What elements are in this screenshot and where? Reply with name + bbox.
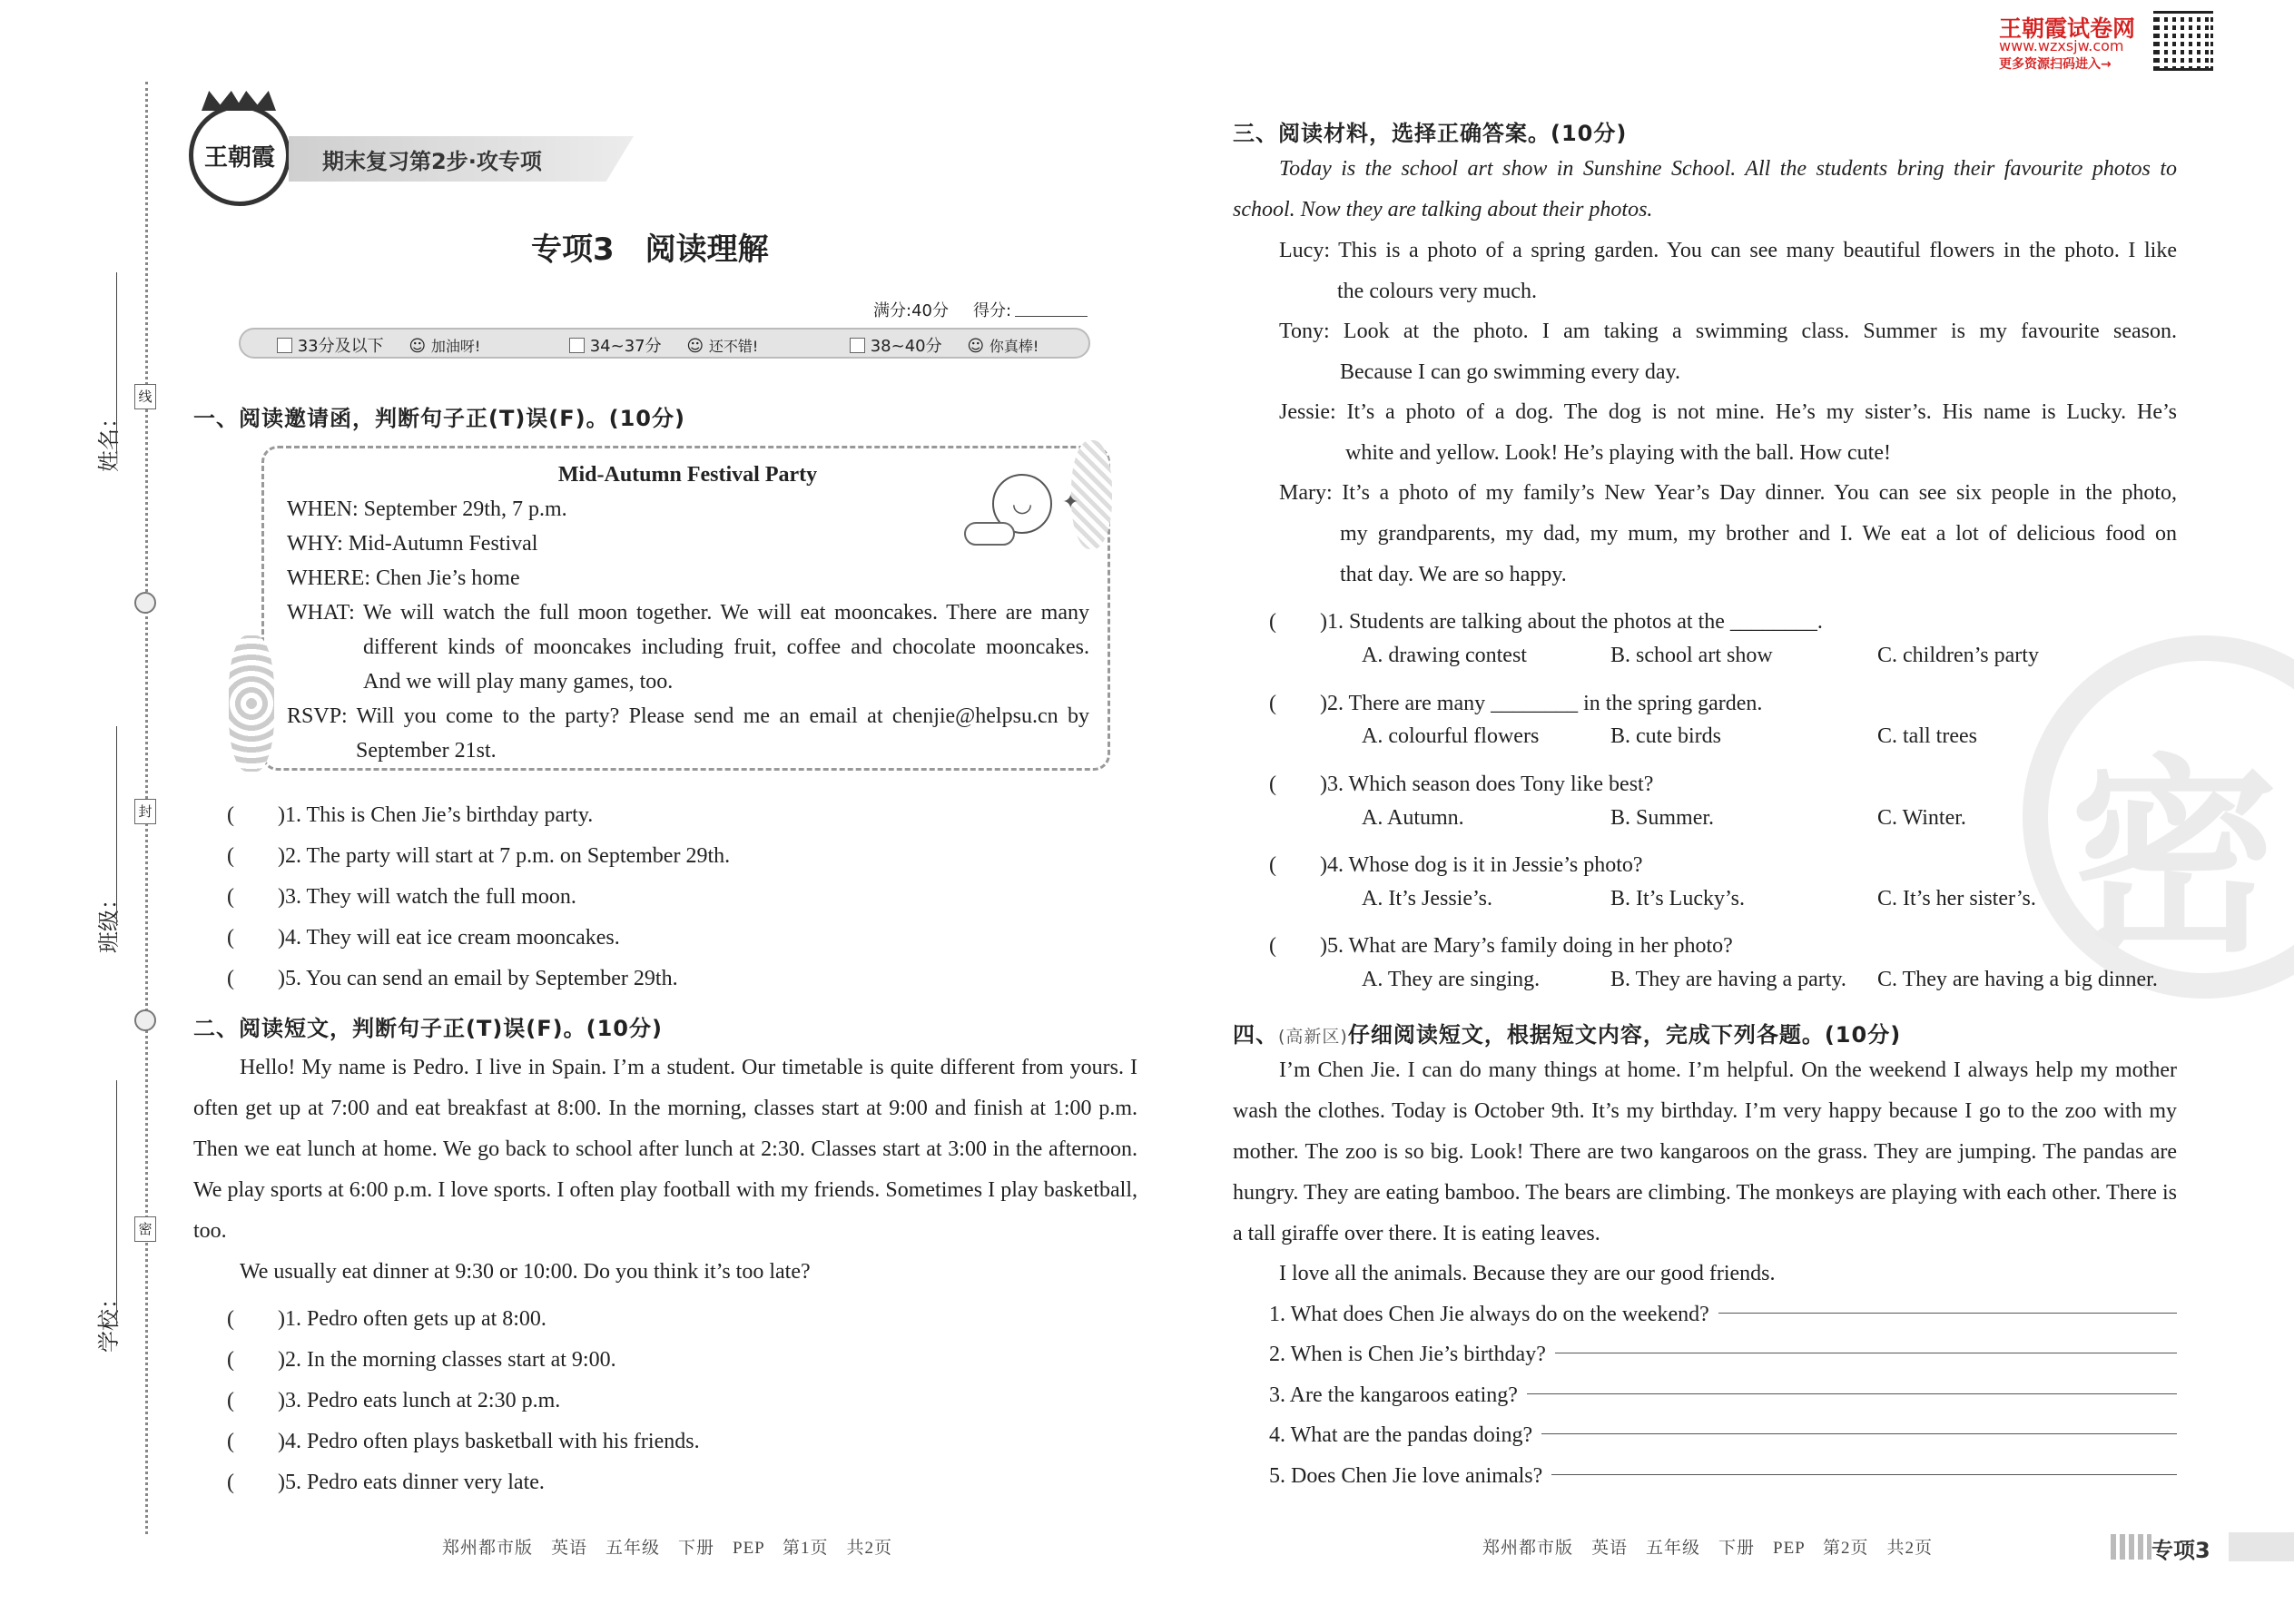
- part4-heading-text: 仔细阅读短文，根据短文内容，完成下列各题。(10分): [1347, 1022, 1902, 1048]
- checkbox-icon[interactable]: [569, 338, 585, 353]
- score-label: 得分:: [973, 301, 1012, 320]
- part3-option-c[interactable]: C. children’s party: [1877, 644, 2039, 667]
- part1-question[interactable]: ( )2. The party will start at 7 p.m. on September 29th.: [227, 844, 731, 868]
- corner-tag-bar: [2229, 1532, 2294, 1561]
- part3-question[interactable]: ( )5. What are Mary’s family doing in her photo?: [1269, 934, 1733, 958]
- site-name: 王朝霞试卷网: [1999, 15, 2136, 42]
- part3-option-a[interactable]: A. drawing contest: [1362, 644, 1527, 667]
- binding-mark-mi: 密: [134, 1216, 156, 1242]
- binding-school-line: [116, 1080, 117, 1325]
- part4-heading-prefix: 四、: [1233, 1022, 1278, 1048]
- part4-question-row: [1269, 1294, 2177, 1335]
- part3-option-b[interactable]: B. They are having a party.: [1610, 968, 1846, 991]
- part1-question[interactable]: ( )4. They will eat ice cream mooncakes.: [227, 926, 620, 950]
- part4-question-row: [1269, 1375, 2177, 1416]
- part2-question[interactable]: ( )4. Pedro often plays basketball with his friends.: [227, 1430, 700, 1453]
- site-url: www.wzxsjw.com: [1999, 37, 2124, 54]
- score-band-3: [850, 333, 1039, 357]
- part3-option-b[interactable]: B. cute birds: [1610, 724, 1721, 748]
- part3-option-a[interactable]: A. They are singing.: [1362, 968, 1541, 991]
- page-title: 专项3 阅读理解: [531, 231, 769, 268]
- brand-logo-text: 王朝霞: [203, 144, 275, 172]
- score-band-comment: 加油呀!: [430, 338, 481, 355]
- card-when: WHEN: September 29th, 7 p.m.: [287, 497, 567, 521]
- score-band-2: [569, 333, 758, 357]
- qr-code-icon[interactable]: [2153, 11, 2213, 71]
- part3-question[interactable]: ( )1. Students are talking about the photos at the ________.: [1269, 610, 1823, 634]
- part3-option-c[interactable]: C. tall trees: [1877, 724, 1977, 748]
- answer-line[interactable]: [1541, 1415, 2177, 1434]
- binding-hole-icon: [134, 1009, 156, 1031]
- footer-right: 郑州都市版 英语 五年级 下册 PEP 第2页 共2页: [1482, 1539, 1934, 1558]
- part4-question: 3. Are the kangaroos eating?: [1269, 1383, 1518, 1407]
- crown-icon: [202, 91, 276, 111]
- card-rsvp: RSVP: Will you come to the party? Please send me an email at chenjie@helpsu.cn by September 21st.: [287, 704, 1089, 763]
- part3-intro: Today is the school art show in Sunshine School. All the students bring their favourite photos to school. Now they are talking about their photos.: [1233, 157, 2177, 221]
- part3-option-b[interactable]: B. It’s Lucky’s.: [1610, 887, 1745, 910]
- part3-jessie-line-2: white and yellow. Look! He’s playing with the ball. How cute!: [1345, 441, 1891, 465]
- card-what: WHAT: We will watch the full moon together. We will eat mooncakes. There are many different kinds of mooncakes including fruit, coffee and chocolate mooncakes. And we will play many games, too.: [287, 601, 1089, 694]
- part3-option-a[interactable]: A. colourful flowers: [1362, 724, 1540, 748]
- part3-heading: 三、阅读材料，选择正确答案。(10分): [1233, 121, 1628, 146]
- part3-tony-line-2: Because I can go swimming every day.: [1340, 360, 1680, 384]
- sparkle-icon: ✦: [1062, 490, 1079, 513]
- smiley-icon: ☺: [686, 337, 704, 356]
- answer-line[interactable]: [1551, 1456, 2177, 1475]
- score-band-range: 38~40分: [870, 337, 942, 356]
- part2-question[interactable]: ( )5. Pedro eats dinner very late.: [227, 1471, 545, 1494]
- part3-lucy-line-1: Lucy: This is a photo of a spring garden. You can see many beautiful flowers in the photo. I like: [1279, 239, 2177, 262]
- part4-question: 5. Does Chen Jie love animals?: [1269, 1464, 1543, 1488]
- smiley-icon: ☺: [967, 337, 985, 356]
- part3-question[interactable]: ( )3. Which season does Tony like best?: [1269, 773, 1654, 796]
- part3-option-a[interactable]: A. Autumn.: [1362, 806, 1464, 830]
- answer-line[interactable]: [1718, 1294, 2177, 1314]
- part3-option-c[interactable]: C. They are having a big dinner.: [1877, 968, 2158, 991]
- section-banner-text: 期末复习第2步·攻专项: [322, 149, 542, 174]
- brand-logo: [189, 104, 290, 206]
- part3-option-b[interactable]: B. school art show: [1610, 644, 1773, 667]
- moon-face-icon: ◡: [992, 474, 1052, 534]
- footer-left: 郑州都市版 英语 五年级 下册 PEP 第1页 共2页: [442, 1539, 893, 1558]
- part3-question[interactable]: ( )4. Whose dog is it in Jessie’s photo?: [1269, 853, 1643, 877]
- binding-name-label: 姓名：: [96, 407, 122, 472]
- cloud-icon: [964, 522, 1015, 546]
- part1-heading: 一、阅读邀请函，判断句子正(T)误(F)。(10分): [193, 406, 685, 431]
- part4-question: 1. What does Chen Jie always do on the weekend?: [1269, 1303, 1709, 1326]
- binding-name-line: [116, 272, 117, 454]
- binding-school-label: 学校：: [96, 1287, 122, 1353]
- score-band-comment: 你真棒!: [989, 338, 1039, 355]
- part4-question: 4. What are the pandas doing?: [1269, 1423, 1533, 1447]
- score-blank: [1015, 316, 1088, 317]
- part3-mary-line-2: my grandparents, my dad, my mum, my brother and I. We eat a lot of delicious food on: [1340, 522, 2177, 546]
- part3-jessie-line-1: Jessie: It’s a photo of a dog. The dog is not mine. He’s my sister’s. His name is Lucky. He’s: [1279, 400, 2177, 424]
- score-band-1: [277, 333, 480, 357]
- part3-option-b[interactable]: B. Summer.: [1610, 806, 1715, 830]
- part4-paragraph-2: I love all the animals. Because they are our good friends.: [1279, 1262, 1776, 1285]
- part4-paragraph-1: I’m Chen Jie. I can do many things at home. I’m helpful. On the weekend I always help my mother wash the clothes. Today is October 9th. It’s my birthday. I’m very happy because I go to the zoo with my mother. The zoo is so big. Look! There are two kangaroos on the grass. They are jumping. The pandas are hungry. They are eating bamboo. The bears are climbing. The monkeys are playing with each other. There is a tall giraffe over there. It is eating leaves.: [1233, 1058, 2177, 1245]
- part4-heading: [1233, 1017, 1901, 1048]
- part1-question[interactable]: ( )1. This is Chen Jie’s birthday party.: [227, 803, 594, 827]
- score-band-comment: 还不错!: [708, 338, 759, 355]
- binding-class-line: [116, 726, 117, 926]
- flower-decoration-icon: [229, 635, 274, 772]
- binding-mark-xian: 线: [134, 384, 156, 409]
- part4-question: 2. When is Chen Jie’s birthday?: [1269, 1343, 1546, 1366]
- card-where: WHERE: Chen Jie’s home: [287, 566, 520, 590]
- part2-question[interactable]: ( )2. In the morning classes start at 9:00.: [227, 1348, 616, 1372]
- checkbox-icon[interactable]: [850, 338, 865, 353]
- site-tip: 更多资源扫码进入→: [1999, 57, 2112, 72]
- part1-question[interactable]: ( )3. They will watch the full moon.: [227, 885, 576, 909]
- answer-line[interactable]: [1555, 1334, 2177, 1353]
- part4-region-tag: (高新区): [1278, 1027, 1348, 1047]
- corner-tag: 专项3: [2151, 1538, 2210, 1563]
- binding-hole-icon: [134, 592, 156, 614]
- part3-option-c[interactable]: C. Winter.: [1877, 806, 1966, 830]
- part1-question[interactable]: ( )5. You can send an email by September 29th.: [227, 967, 678, 990]
- smiley-icon: ☺: [409, 337, 427, 356]
- part2-question[interactable]: ( )3. Pedro eats lunch at 2:30 p.m.: [227, 1389, 561, 1412]
- score-band-range: 33分及以下: [297, 337, 384, 356]
- part2-paragraph-1: Hello! My name is Pedro. I live in Spain. I’m a student. Our timetable is quite different from yours. I often get up at 7:00 and eat breakfast at 8:00. In the morning, classes start at 9:00 and finish at 1:00 p.m. Then we eat lunch at home. We go back to school after lunch at 2:30. Classes start at 3:00 in the afternoon. We play sports at 6:00 p.m. I love sports. I often play football with my friends. Sometimes I play basketball, too.: [193, 1056, 1137, 1243]
- corner-pattern-icon: [2111, 1534, 2151, 1560]
- card-title: Mid-Autumn Festival Party: [557, 463, 818, 487]
- answer-line[interactable]: [1527, 1375, 2177, 1394]
- part3-tony-line-1: Tony: Look at the photo. I am taking a swimming class. Summer is my favourite season.: [1279, 320, 2177, 343]
- part3-question[interactable]: ( )2. There are many ________ in the spring garden.: [1269, 692, 1763, 715]
- part3-option-a[interactable]: A. It’s Jessie’s.: [1362, 887, 1492, 910]
- part3-mary-line-3: that day. We are so happy.: [1340, 563, 1567, 586]
- part4-question-row: [1269, 1415, 2177, 1456]
- card-why: WHY: Mid-Autumn Festival: [287, 532, 538, 556]
- part4-question-row: [1269, 1456, 2177, 1497]
- part2-heading: 二、阅读短文，判断句子正(T)误(F)。(10分): [193, 1016, 663, 1041]
- binding-mark-feng: 封: [134, 799, 156, 824]
- part3-mary-line-1: Mary: It’s a photo of my family’s New Year’s Day dinner. You can see six people in the photo,: [1279, 481, 2177, 505]
- checkbox-icon[interactable]: [277, 338, 292, 353]
- part3-lucy-line-2: the colours very much.: [1337, 280, 1537, 303]
- binding-class-label: 班级：: [96, 888, 122, 953]
- full-score: 满分:40分: [873, 301, 949, 320]
- part4-question-row: [1269, 1334, 2177, 1375]
- score-band-range: 34~37分: [589, 337, 662, 356]
- watermark-text: 密: [2070, 738, 2279, 980]
- part2-question[interactable]: ( )1. Pedro often gets up at 8:00.: [227, 1307, 546, 1331]
- part3-option-c[interactable]: C. It’s her sister’s.: [1877, 887, 2036, 910]
- part2-paragraph-2: We usually eat dinner at 9:30 or 10:00. Do you think it’s too late?: [240, 1260, 811, 1284]
